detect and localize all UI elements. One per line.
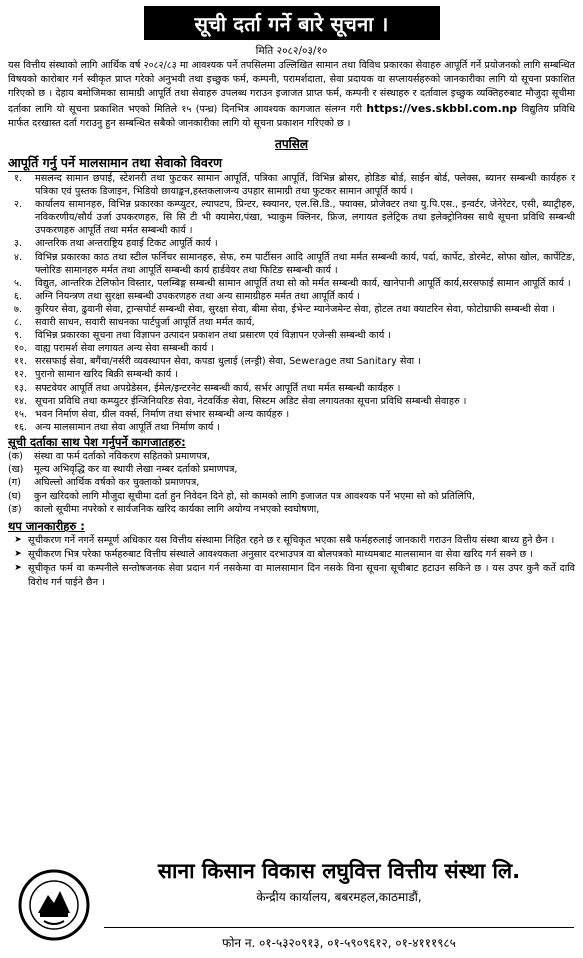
doc-item <box>8 450 575 463</box>
item-number: १४. <box>14 395 28 407</box>
item-number: ११. <box>14 356 28 368</box>
item-text: विभिन्न प्रकारका सूचना तथा विज्ञापन उत्पादन प्रकाशन तथा प्रसारण एवं विज्ञापन एजेन्सी सम्बन्धी कार्य । <box>35 330 391 342</box>
tapsil-heading: तपसिल <box>274 137 308 152</box>
item-text: विभिन्न प्रकारका काठ तथा स्टील फर्निचर सामानहरु, सेफ, रुम पार्टीसन आदि आपूर्ति तथा मर्मत सम्बन्धी कार्य, पर्दा, कार्पेट, डोरमेट, सोफा खोल, कार्पेटिङ, फ्लोरिङ सामानहरु मर्मत तथा आपूर्ति सम्बन्धी कार्य हार्डवेयर तथा फिटिङ सम्बन्धी कार्य । <box>35 251 575 276</box>
item-text: कुरियर सेवा, ढुवानी सेवा, ट्रान्सपोर्ट सम्बन्धी सेवा, सुरक्षा सेवा, बीमा सेवा, ईभेन्ट म्यानेजमेन्ट सेवा, होटल तथा क्याटरिन सेवा, फोटोग्राफी सम्बन्धी सेवा । <box>35 303 555 315</box>
organization-address: केन्द्रीय कार्यालय, बबरमहल,काठमाडौं, <box>256 890 422 904</box>
list-item <box>8 355 575 368</box>
note-text: सूचीकरण गर्ने नगर्ने सम्पूर्ण अधिकार यस वित्तीय संस्थामा निहित रहने छ र सूचिकृत भएका सबै फर्महरुलाई जानकारी गराउन वित्तीय संस्था बाध्य हुने छैन । <box>28 534 555 546</box>
doc-text: संस्था वा फर्म दर्ताको नविकरण सहितको प्रमाणपत्र, <box>34 450 210 462</box>
doc-item <box>8 490 575 503</box>
footer <box>8 855 575 955</box>
item-number: १५. <box>14 408 28 420</box>
item-text: सरसफाई सेवा, बगैंचा/नर्सरी व्यवस्थापन सेवा, कपडा धुलाई (लन्ड्री) सेवा, Sewerage तथा Sanitary सेवा । <box>35 356 421 368</box>
doc-item <box>8 503 575 516</box>
doc-number: (ग) <box>8 477 21 489</box>
list-item <box>8 368 575 381</box>
list-item <box>8 303 575 316</box>
doc-text: मूल्य अभिवृद्धि कर वा स्थायी लेखा नम्बर दर्ताको प्रमाणपत्र, <box>34 464 238 476</box>
doc-number: (घ) <box>8 490 22 502</box>
notes-heading: थप जानकारीहरु : <box>8 518 85 533</box>
doc-number: (ङ) <box>8 503 22 515</box>
item-number: ४. <box>14 251 23 263</box>
right-arrow-bullet-icon: ➤ <box>14 549 22 560</box>
doc-number: (क) <box>8 450 23 462</box>
item-text: कार्यालय सामानहरु, विभिन्न प्रकारका कम्प्युटर, ल्यापटप, प्रिन्टर, स्क्यानर, एल.सि.डि., फ्याक्स, प्रोजेक्टर तथा यु.पि.एस., इन्वर्टर, जेनेरेटर, एसी, ब्याट्रीहरु, नविकरणीय/सौर्य उर्जा उपकरणहरु, सि सि टी भी क्यामेरा,पंखा, भ्याकुम क्लिनर, फ्रिज, लगायत इलेट्रिक तथा इलेक्ट्रोनिक्स साथै सूचना प्रविधि सम्बन्धी उपकरणहरु आपूर्ति तथा मर्मत सम्बन्धी कार्य । <box>35 199 575 237</box>
item-text: सफ्टवेयर आपूर्ति तथा अपग्रेडेसन, ईमेल/इन्टरनेट सम्बन्धी कार्य, सर्भर आपूर्ति तथा मर्मत सम्बन्धी कार्यहरु । <box>35 382 401 394</box>
item-number: ८. <box>14 317 23 329</box>
docs-heading: सूची दर्ताका साथ पेश गर्नुपर्ने कागजातहरु: <box>8 434 186 449</box>
item-text: वाह्य परामर्श सेवा लगायत अन्य सेवा सम्बन्धी कार्य । <box>35 343 214 355</box>
list-item <box>8 198 575 237</box>
item-text: आन्तरिक तथा अन्तराष्ट्रिय हवाई टिकट आपूर्ति कार्य । <box>35 238 218 250</box>
item-text: सवारी साधन, सवारी साधनका पार्टपुर्जा आपूर्ति तथा मर्मत कार्य, <box>35 317 255 329</box>
list-item <box>8 421 575 434</box>
note-item <box>8 534 575 547</box>
item-number: ३. <box>14 238 23 250</box>
item-text: मसलन्द सामान छपाई, स्टेशनरी तथा फुटकर सामान आपूर्ति, पत्रिका आपूर्ति, विभिन्न ब्रोसर, होडिङ बोर्ड, साईन बोर्ड, फ्लेक्स, ब्यानर सम्बन्धी कार्यहरु र पत्रिका एवं पुस्तक डिजाइन, भिडियो छायाङ्कन,हस्तकलाजन्य उपहार सामाग्री तथा फुटकर सामान आपूर्ति कार्य । <box>35 173 575 198</box>
intro-text: यस वित्तीय संस्थाको लागि आर्थिक वर्ष २०८२/८३ मा आवश्यक पर्ने तपसिलमा उल्लिखित सामान तथा विविध प्रकारका सेवाहरु आपूर्ति गर्ने प्रयोजनको लागि सम्बन्धित विषयको कारोबार गर्न स्वीकृत प्राप्त गरेको अनुभवी तथा इच्छुक फर्म, कम्पनी, परामर्शदाता, सेवा प्रदायक वा सप्लायर्सहरुको जानकारीका लागि यो सूचना प्रकाशित गरिएको छ । देहाय बमोजिमका सामाग्री आपूर्ति तथा सेवाहरु उपलब्ध गराउन इजाजत प्राप्त फर्म, कम्पनी र संस्थाहरु र दर्तावाल इच्छुक व्यक्तिहरुबाट मौजुदा सूचीमा दर्ताका लागि यो सूचना प्रकाशित भएको मितिले १५ (पन्ध्र) दिनभित्र आवश्यक कागजात संलग्न गरी <box>8 60 575 115</box>
doc-item <box>8 463 575 476</box>
item-text: विद्युत, आन्तरिक टेलिफोन विस्तार, पलम्बिङ्ग सम्बन्धी सामान आपूर्ति तथा सो को मर्मत सम्बन्धी कार्य, खानेपानी आपूर्ति कार्य,सरसफाई सामान आपूर्ति कार्य । <box>35 277 571 289</box>
website-url[interactable]: https://ves.skbbl.com.np <box>366 101 518 115</box>
item-number: १३. <box>14 382 28 394</box>
note-item <box>8 562 575 588</box>
docs-list <box>8 450 575 516</box>
item-number: १०. <box>14 343 28 355</box>
list-item <box>8 382 575 395</box>
item-number: ६. <box>14 290 23 302</box>
section-heading: आपूर्ति गर्नु पर्ने मालसामान तथा सेवाको विवरण <box>8 155 222 171</box>
doc-number: (ख) <box>8 464 24 476</box>
list-item <box>8 329 575 342</box>
note-item <box>8 548 575 561</box>
doc-item <box>8 476 575 489</box>
item-text: सूचना प्रविधि तथा कम्प्युटर ईन्जिनियरिङ सेवा, नेटवर्किङ सेवा, सिस्टम अडिट सेवा लगायतका सूचना प्रविधि सम्बन्धी सेवाहरु । <box>35 395 467 407</box>
item-number: १. <box>14 173 23 185</box>
organization-seal-logo <box>18 865 90 945</box>
doc-text: कालो सूचीमा नपरेको र सार्वजनिक खरिद कार्यका लागि अयोग्य नभएको स्वघोषणा, <box>34 503 320 515</box>
item-text: पुरानो सामान खरिद बिक्री सम्बन्धी कार्य । <box>35 369 178 381</box>
doc-text: कुन खरिदको लागि मौजुदा सूचीमा दर्ता हुन निवेदन दिने हो, सो कामको लागि इजाजत पत्र आवश्यक पर्ने भएमा सो को प्रतिलिपि, <box>34 490 475 502</box>
items-list <box>8 172 575 434</box>
intro-text-cont: विद्युतिय प्रविधि मार्फत दरखास्त दर्ता गराउनु हुन सम्बन्धित सबैको जानकारीका लागि यो सूचना प्रकाशन गरिएको छ । <box>8 103 575 129</box>
notes-list <box>8 534 575 589</box>
list-item <box>8 277 575 290</box>
right-arrow-bullet-icon: ➤ <box>14 534 22 545</box>
list-item <box>8 316 575 329</box>
item-text: अन्य मालसामान तथा सेवा आपूर्ति तथा निर्माण कार्य । <box>35 421 221 433</box>
list-item <box>8 251 575 277</box>
list-item <box>8 342 575 355</box>
intro-paragraph <box>8 59 575 131</box>
list-item <box>8 395 575 408</box>
notice-title: सूची दर्ता गर्ने बारे सूचना । <box>144 6 440 40</box>
notice-date: मिति २०८२/०३/१० <box>255 45 328 57</box>
item-number: ७. <box>14 303 23 315</box>
doc-text: अघिल्लो आर्थिक वर्षको कर चुक्ताको प्रमाणपत्र, <box>34 477 200 489</box>
item-number: १२. <box>14 369 28 381</box>
right-arrow-bullet-icon: ➤ <box>14 563 22 574</box>
list-item <box>8 290 575 303</box>
item-text: भवन निर्माण सेवा, ग्रील वर्क्स, निर्माण तथा संभार सम्बन्धी अन्य कार्यहरु । <box>35 408 290 420</box>
list-item <box>8 172 575 198</box>
item-number: ५. <box>14 277 23 289</box>
item-number: २. <box>14 199 23 211</box>
organization-phone: फोन न. ०१-५३२०९१३, ०१-५९०९६१२, ०१-४१११९८५ <box>104 927 574 951</box>
item-number: १६. <box>14 421 28 433</box>
item-number: ९. <box>14 330 23 342</box>
list-item <box>8 237 575 250</box>
note-text: सूचीकृत फर्म वा कम्पनीले सन्तोषजनक सेवा प्रदान गर्न नसकेमा वा मालसामान दिन नसके विना सूचना सूचीबाट हटाउन सकिने छ । यस उपर कुनै कर्ते दावि विरोध गर्न पाईने छैन । <box>28 563 575 588</box>
list-item <box>8 408 575 421</box>
item-text: अग्नि नियन्त्रण तथा सुरक्षा सम्बन्धी उपकरणहरु तथा अन्य सामाग्रीहरु मर्मत तथा आपूर्ति कार्य । <box>35 290 360 302</box>
note-text: सूचीकरण भित्र परेका फर्महरुबाट वित्तीय संस्थाले आवश्यकता अनुसार दरभाउपत्र वा बोलपत्रको माध्यमबाट मालसामान वा सेवा खरिद गर्न सक्ने छ । <box>28 549 533 561</box>
organization-name: साना किसान विकास लघुवित्त वित्तीय संस्था लि. <box>157 859 521 883</box>
